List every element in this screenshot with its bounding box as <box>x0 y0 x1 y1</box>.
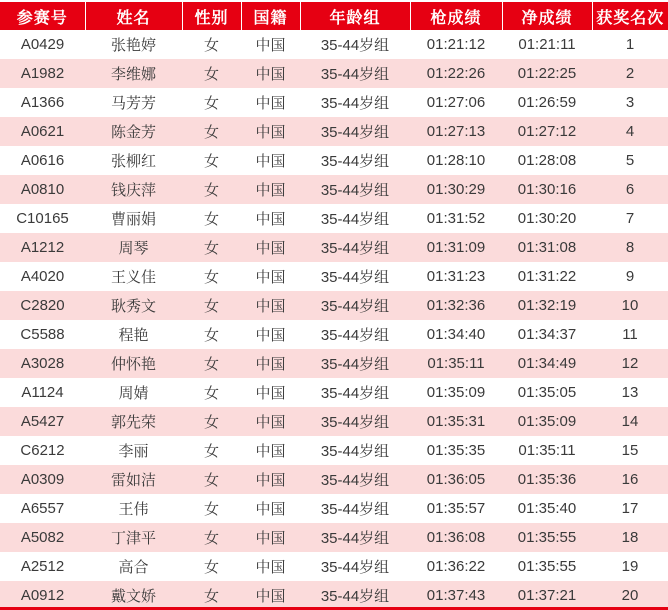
table-cell: C6212 <box>20 442 65 459</box>
table-cell: 8 <box>625 239 635 256</box>
table-row <box>0 494 668 523</box>
table-cell: C2820 <box>20 297 65 314</box>
table-cell: A2512 <box>20 558 65 575</box>
table-cell: 01:35:40 <box>517 500 577 517</box>
table-cell: 01:31:22 <box>517 268 577 285</box>
table-cell: A0621 <box>20 123 65 140</box>
table-cell: 中国 <box>255 269 286 286</box>
table-cell: 35-44岁组 <box>320 530 390 547</box>
table-cell: 17 <box>621 500 639 517</box>
table-cell: 中国 <box>255 414 286 431</box>
table-cell: 01:37:43 <box>426 587 486 604</box>
table-cell: A1366 <box>20 94 65 111</box>
table-row <box>0 552 668 581</box>
table-cell: 20 <box>621 587 639 604</box>
table-cell: A1212 <box>20 239 65 256</box>
table-cell: 女 <box>203 385 219 402</box>
table-cell: 01:36:08 <box>426 529 486 546</box>
table-cell: 35-44岁组 <box>320 385 390 402</box>
table-cell: 01:35:11 <box>518 442 576 459</box>
table-row <box>0 523 668 552</box>
table-row <box>0 291 668 320</box>
table-cell: 女 <box>203 443 219 460</box>
table-cell: 中国 <box>255 124 286 141</box>
table-cell: 16 <box>621 471 639 488</box>
table-cell: 01:35:05 <box>517 384 577 401</box>
table-cell: 1 <box>625 36 635 53</box>
table-header <box>0 2 668 30</box>
table-cell: 01:35:09 <box>426 384 486 401</box>
table-cell: 01:27:06 <box>426 94 486 111</box>
table-cell: 01:22:26 <box>426 65 486 82</box>
table-cell: 戴文娇 <box>110 588 156 605</box>
table-cell: 14 <box>621 413 639 430</box>
table-cell: 35-44岁组 <box>320 182 390 199</box>
table-cell: 11 <box>622 326 638 343</box>
table-row <box>0 233 668 262</box>
table-cell: 女 <box>203 298 219 315</box>
table-cell: 李丽 <box>118 443 149 460</box>
table-cell: 女 <box>203 269 219 286</box>
table-cell: 01:21:11 <box>518 36 576 53</box>
table-cell: 01:30:29 <box>426 181 486 198</box>
table-row <box>0 175 668 204</box>
table-cell: 王伟 <box>118 501 149 518</box>
table-cell: 01:35:35 <box>426 442 486 459</box>
table-cell: 中国 <box>255 37 286 54</box>
table-cell: 01:31:52 <box>426 210 486 227</box>
table-cell: 01:34:37 <box>517 326 577 343</box>
table-row <box>0 262 668 291</box>
table-cell: 01:32:19 <box>517 297 577 314</box>
table-row <box>0 349 668 378</box>
table-cell: 01:35:55 <box>517 529 577 546</box>
column-header-age-group: 年龄组 <box>300 2 410 30</box>
table-cell: A0810 <box>20 181 65 198</box>
table-cell: 35-44岁组 <box>320 443 390 460</box>
table-cell: 王义佳 <box>110 269 156 286</box>
table-cell: 女 <box>203 182 219 199</box>
table-cell: 9 <box>625 268 635 285</box>
table-cell: 仲怀艳 <box>110 356 156 373</box>
table-cell: 中国 <box>255 153 286 170</box>
table-cell: 中国 <box>255 530 286 547</box>
table-cell: 程艳 <box>118 327 149 344</box>
table-row <box>0 436 668 465</box>
table-cell: 35-44岁组 <box>320 356 390 373</box>
table-cell: 35-44岁组 <box>320 327 390 344</box>
table-cell: 01:35:55 <box>517 558 577 575</box>
table-row <box>0 407 668 436</box>
table-cell: A0429 <box>20 36 65 53</box>
table-cell: 01:34:49 <box>517 355 577 372</box>
table-cell: 张柳红 <box>110 153 156 170</box>
table-cell: 3 <box>625 94 635 111</box>
table-cell: 35-44岁组 <box>320 124 390 141</box>
table-cell: 女 <box>203 356 219 373</box>
table-cell: 中国 <box>255 443 286 460</box>
table-cell: A1124 <box>21 384 64 401</box>
table-row <box>0 59 668 88</box>
table-cell: A1982 <box>20 65 65 82</box>
table-cell: 35-44岁组 <box>320 588 390 605</box>
table-cell: 丁津平 <box>110 530 156 547</box>
table-cell: 女 <box>203 124 219 141</box>
table-cell: A5082 <box>20 529 65 546</box>
table-cell: 陈金芳 <box>110 124 156 141</box>
table-cell: 12 <box>621 355 639 372</box>
race-results-table <box>0 2 668 610</box>
table-cell: 01:27:13 <box>426 123 486 140</box>
table-cell: 中国 <box>255 559 286 576</box>
table-row <box>0 581 668 610</box>
table-cell: 35-44岁组 <box>320 559 390 576</box>
table-cell: 周婧 <box>118 385 149 402</box>
table-row <box>0 204 668 233</box>
table-cell: 女 <box>203 472 219 489</box>
results-table-body <box>0 30 668 610</box>
table-cell: A0616 <box>20 152 65 169</box>
table-cell: A6557 <box>20 500 65 517</box>
table-cell: A0912 <box>20 587 65 604</box>
table-row <box>0 465 668 494</box>
table-cell: 女 <box>203 95 219 112</box>
table-cell: 18 <box>621 529 639 546</box>
table-cell: 中国 <box>255 472 286 489</box>
table-cell: 01:35:36 <box>517 471 577 488</box>
table-cell: 15 <box>621 442 639 459</box>
column-header-gender: 性别 <box>182 2 241 30</box>
table-row <box>0 117 668 146</box>
table-cell: 中国 <box>255 182 286 199</box>
table-cell: 女 <box>203 414 219 431</box>
table-cell: 01:26:59 <box>517 94 577 111</box>
table-cell: 女 <box>203 240 219 257</box>
table-cell: 01:37:21 <box>517 587 577 604</box>
table-cell: A0309 <box>20 471 65 488</box>
table-cell: A4020 <box>20 268 65 285</box>
table-cell: 01:22:25 <box>517 65 577 82</box>
table-cell: C10165 <box>16 210 69 227</box>
table-cell: 10 <box>621 297 639 314</box>
table-cell: A5427 <box>20 413 65 430</box>
table-row <box>0 320 668 349</box>
table-cell: 周琴 <box>118 240 149 257</box>
table-cell: 19 <box>621 558 639 575</box>
table-cell: 01:28:10 <box>426 152 486 169</box>
table-cell: 01:35:31 <box>426 413 486 430</box>
table-cell: 01:35:09 <box>517 413 577 430</box>
table-cell: 35-44岁组 <box>320 269 390 286</box>
table-cell: 曹丽娟 <box>110 211 156 228</box>
table-cell: 马芳芳 <box>110 95 156 112</box>
table-cell: 中国 <box>255 385 286 402</box>
table-row <box>0 30 668 59</box>
table-cell: 女 <box>203 530 219 547</box>
table-cell: 35-44岁组 <box>320 472 390 489</box>
table-cell: 7 <box>625 210 635 227</box>
table-cell: 高合 <box>118 559 149 576</box>
table-cell: 中国 <box>255 211 286 228</box>
column-header-net-time: 净成绩 <box>502 2 592 30</box>
table-cell: 女 <box>203 588 219 605</box>
table-cell: 01:35:57 <box>426 500 486 517</box>
column-header-bib-number: 参赛号 <box>0 2 85 30</box>
table-cell: 35-44岁组 <box>320 153 390 170</box>
table-cell: 女 <box>203 559 219 576</box>
table-cell: 5 <box>625 152 635 169</box>
table-cell: 李维娜 <box>110 66 156 83</box>
table-cell: 郭先荣 <box>110 414 156 431</box>
table-cell: 35-44岁组 <box>320 211 390 228</box>
table-cell: 中国 <box>255 240 286 257</box>
table-cell: 35-44岁组 <box>320 240 390 257</box>
table-cell: 4 <box>625 123 635 140</box>
table-cell: 01:34:40 <box>426 326 486 343</box>
table-cell: 女 <box>203 327 219 344</box>
table-cell: 女 <box>203 211 219 228</box>
table-cell: 01:36:05 <box>426 471 486 488</box>
table-cell: 01:30:20 <box>517 210 577 227</box>
table-cell: 女 <box>203 66 219 83</box>
table-cell: 女 <box>203 501 219 518</box>
column-header-award-rank: 获奖名次 <box>592 2 668 30</box>
table-cell: 13 <box>621 384 639 401</box>
column-header-gun-time: 枪成绩 <box>410 2 502 30</box>
table-cell: 35-44岁组 <box>320 95 390 112</box>
table-cell: 中国 <box>255 298 286 315</box>
table-cell: 01:32:36 <box>426 297 486 314</box>
table-cell: 01:28:08 <box>517 152 577 169</box>
table-cell: 张艳婷 <box>110 37 156 54</box>
table-cell: 01:31:08 <box>517 239 577 256</box>
table-cell: 01:30:16 <box>517 181 577 198</box>
table-cell: 耿秀文 <box>110 298 156 315</box>
table-cell: C5588 <box>20 326 65 343</box>
header-row <box>0 2 668 30</box>
table-cell: 35-44岁组 <box>320 66 390 83</box>
table-cell: 中国 <box>255 95 286 112</box>
table-cell: 女 <box>203 153 219 170</box>
table-cell: 01:36:22 <box>426 558 486 575</box>
table-cell: 女 <box>203 37 219 54</box>
table-cell: 6 <box>625 181 635 198</box>
table-cell: 01:31:23 <box>426 268 486 285</box>
table-cell: 35-44岁组 <box>320 501 390 518</box>
column-header-name: 姓名 <box>85 2 182 30</box>
table-cell: 钱庆萍 <box>110 182 156 199</box>
table-cell: 中国 <box>255 66 286 83</box>
table-cell: 中国 <box>255 356 286 373</box>
table-row <box>0 146 668 175</box>
table-cell: 35-44岁组 <box>320 37 390 54</box>
table-row <box>0 88 668 117</box>
column-header-nationality: 国籍 <box>241 2 300 30</box>
table-cell: 中国 <box>255 588 286 605</box>
table-cell: 35-44岁组 <box>320 298 390 315</box>
table-cell: 中国 <box>255 327 286 344</box>
table-cell: A3028 <box>20 355 65 372</box>
table-cell: 2 <box>625 65 635 82</box>
table-cell: 01:27:12 <box>517 123 577 140</box>
table-cell: 雷如洁 <box>110 472 156 489</box>
table-cell: 中国 <box>255 501 286 518</box>
table-cell: 35-44岁组 <box>320 414 390 431</box>
table-cell: 01:35:11 <box>427 355 485 372</box>
table-row <box>0 378 668 407</box>
table-cell: 01:31:09 <box>426 239 486 256</box>
table-cell: 01:21:12 <box>426 36 486 53</box>
